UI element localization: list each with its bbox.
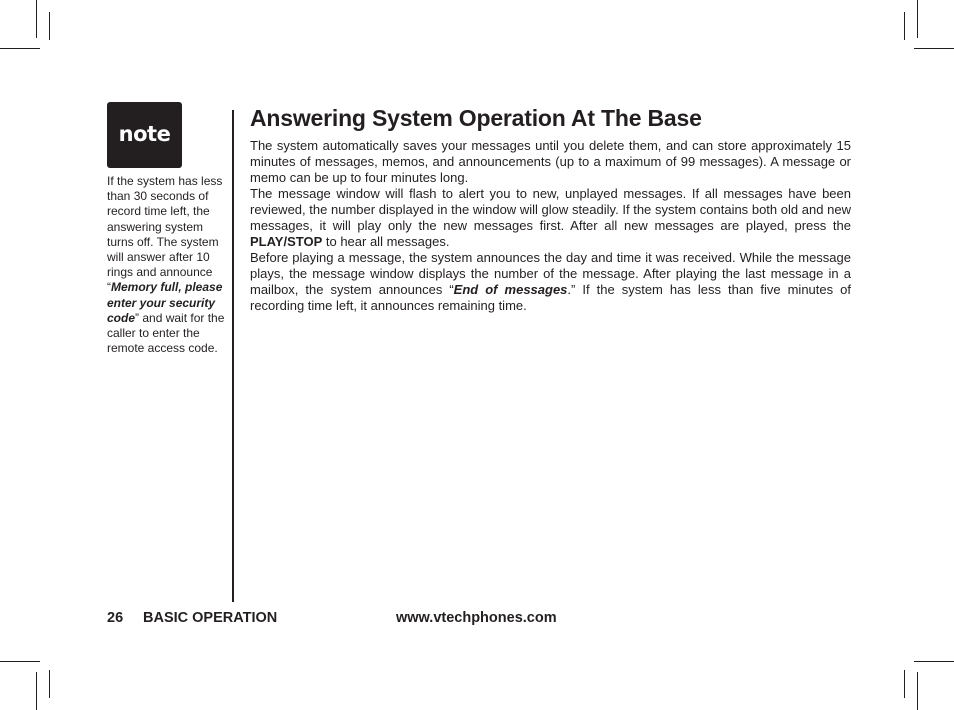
crop-mark <box>914 48 954 49</box>
crop-mark <box>917 0 918 38</box>
crop-mark <box>0 661 40 662</box>
crop-mark <box>36 672 37 710</box>
crop-mark <box>49 670 50 698</box>
paragraph-text-end: to hear all messages. <box>322 234 450 249</box>
crop-mark <box>904 670 905 698</box>
paragraph-text: Before playing a message, the system announces the day and time it was received. While the message plays, the message window displays the number of the message. After playing the last message in a mailbox, the system announces “ <box>250 250 851 297</box>
crop-mark <box>914 661 954 662</box>
paragraph-playback <box>250 250 851 314</box>
sidebar-note-text: If the system has less than 30 seconds of record time left, the answering system turns off. The system will answer after 10 rings and announce “ <box>107 174 223 295</box>
sidebar-note <box>107 174 225 356</box>
sidebar-note-phrase: Memory full, please enter your security code <box>107 280 223 325</box>
main-body <box>250 138 851 314</box>
section-name: BASIC OPERATION <box>143 610 278 626</box>
page-title: Answering System Operation At The Base <box>250 105 702 131</box>
crop-mark <box>917 672 918 710</box>
crop-mark <box>36 0 37 38</box>
paragraph-storage: The system automatically saves your messages until you delete them, and can store approximately 15 minutes of messages, memos, and announcements (up to a maximum of 99 messages). A message or memo can be up to four minutes long. <box>250 138 851 185</box>
paragraph-text-end: .” If the system has less than five minutes of recording time left, it announces remaining time. <box>250 282 851 313</box>
column-divider <box>232 110 234 602</box>
paragraph-message-window <box>250 186 851 250</box>
crop-mark <box>904 12 905 40</box>
note-label: note <box>118 122 171 146</box>
sidebar-note-text-end: ” and wait for the caller to enter the remote access code. <box>107 310 225 356</box>
play-stop-key: PLAY/STOP <box>250 234 323 249</box>
website-url: www.vtechphones.com <box>396 610 557 626</box>
paragraph-text: The message window will flash to alert you to new, unplayed messages. If all messages have been reviewed, the number displayed in the window will glow steadily. If the system contains both old and new messages, it will play only the new messages first. After all new messages are played, press the <box>250 186 851 233</box>
page-number: 26 <box>107 610 124 626</box>
crop-mark <box>49 12 50 40</box>
note-icon <box>107 102 182 168</box>
crop-mark <box>0 48 40 49</box>
end-of-messages-phrase: End of messages <box>453 282 568 297</box>
